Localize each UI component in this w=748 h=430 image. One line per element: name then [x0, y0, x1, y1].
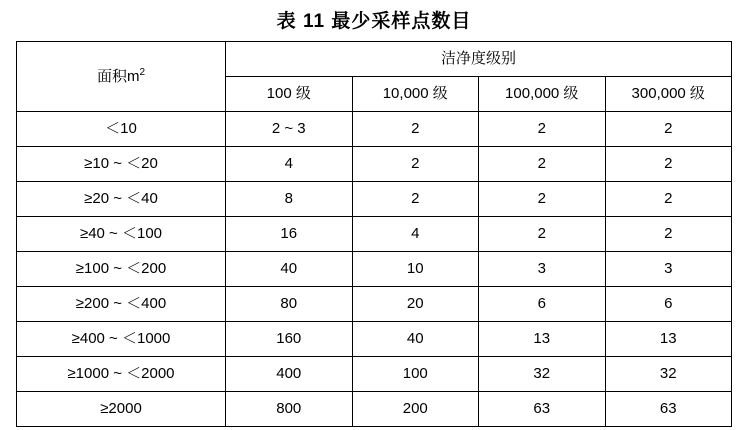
- row-value-class-300000: 3: [605, 252, 732, 287]
- row-value-class-300000: 2: [605, 147, 732, 182]
- row-value-class-100000: 6: [479, 287, 606, 322]
- row-value-class-10000: 2: [352, 147, 479, 182]
- row-value-class-300000: 63: [605, 392, 732, 427]
- minimum-sampling-points-table: [16, 41, 732, 427]
- row-value-class-10000: 100: [352, 357, 479, 392]
- table-row: [17, 182, 732, 217]
- table-row: [17, 357, 732, 392]
- row-area-label: ≥20 ~ ＜40: [17, 182, 226, 217]
- row-value-class-10000: 40: [352, 322, 479, 357]
- row-value-class-100000: 2: [479, 112, 606, 147]
- row-area-label: ≥40 ~ ＜100: [17, 217, 226, 252]
- row-area-label: ≥400 ~ ＜1000: [17, 322, 226, 357]
- row-value-class-100: 16: [226, 217, 353, 252]
- column-header-class-100: 100 级: [226, 77, 353, 112]
- row-value-class-100: 4: [226, 147, 353, 182]
- column-header-class-300000: 300,000 级: [605, 77, 732, 112]
- row-value-class-100000: 2: [479, 182, 606, 217]
- table-body: [17, 112, 732, 427]
- row-value-class-10000: 10: [352, 252, 479, 287]
- table-row: [17, 252, 732, 287]
- row-area-label: ＜10: [17, 112, 226, 147]
- column-header-cleanliness-class-group: 洁净度级别: [226, 42, 732, 77]
- row-area-label: ≥10 ~ ＜20: [17, 147, 226, 182]
- row-value-class-10000: 20: [352, 287, 479, 322]
- column-header-class-10000: 10,000 级: [352, 77, 479, 112]
- table-row: [17, 287, 732, 322]
- row-value-class-100: 800: [226, 392, 353, 427]
- row-value-class-100: 400: [226, 357, 353, 392]
- row-area-label: ≥100 ~ ＜200: [17, 252, 226, 287]
- row-value-class-300000: 2: [605, 112, 732, 147]
- row-value-class-100: 8: [226, 182, 353, 217]
- row-value-class-300000: 2: [605, 217, 732, 252]
- row-value-class-100000: 3: [479, 252, 606, 287]
- table-row: [17, 112, 732, 147]
- column-header-area-unit: m: [126, 67, 140, 85]
- row-area-label: ≥1000 ~ ＜2000: [17, 357, 226, 392]
- row-value-class-100: 80: [226, 287, 353, 322]
- row-value-class-300000: 32: [605, 357, 732, 392]
- row-value-class-300000: 2: [605, 182, 732, 217]
- column-header-area-label: 面积: [96, 67, 127, 85]
- row-value-class-100000: 32: [479, 357, 606, 392]
- row-value-class-10000: 2: [352, 182, 479, 217]
- column-header-area-unit-exponent: 2: [139, 66, 146, 78]
- row-value-class-10000: 4: [352, 217, 479, 252]
- page-title: 表 11 最少采样点数目: [276, 11, 472, 32]
- table-row: [17, 322, 732, 357]
- row-value-class-10000: 200: [352, 392, 479, 427]
- column-header-area: [17, 42, 226, 112]
- row-value-class-300000: 6: [605, 287, 732, 322]
- row-value-class-100000: 13: [479, 322, 606, 357]
- row-value-class-100: 40: [226, 252, 353, 287]
- table-header: [17, 42, 732, 112]
- row-value-class-100: 160: [226, 322, 353, 357]
- row-value-class-300000: 13: [605, 322, 732, 357]
- row-value-class-100000: 63: [479, 392, 606, 427]
- row-value-class-10000: 2: [352, 112, 479, 147]
- table-row: [17, 147, 732, 182]
- row-area-label: ≥200 ~ ＜400: [17, 287, 226, 322]
- row-value-class-100: 2 ~ 3: [226, 112, 353, 147]
- table-row: [17, 392, 732, 427]
- table-header-row-1: [17, 42, 732, 77]
- row-value-class-100000: 2: [479, 147, 606, 182]
- row-area-label: ≥2000: [17, 392, 226, 427]
- table-row: [17, 217, 732, 252]
- column-header-class-100000: 100,000 级: [479, 77, 606, 112]
- row-value-class-100000: 2: [479, 217, 606, 252]
